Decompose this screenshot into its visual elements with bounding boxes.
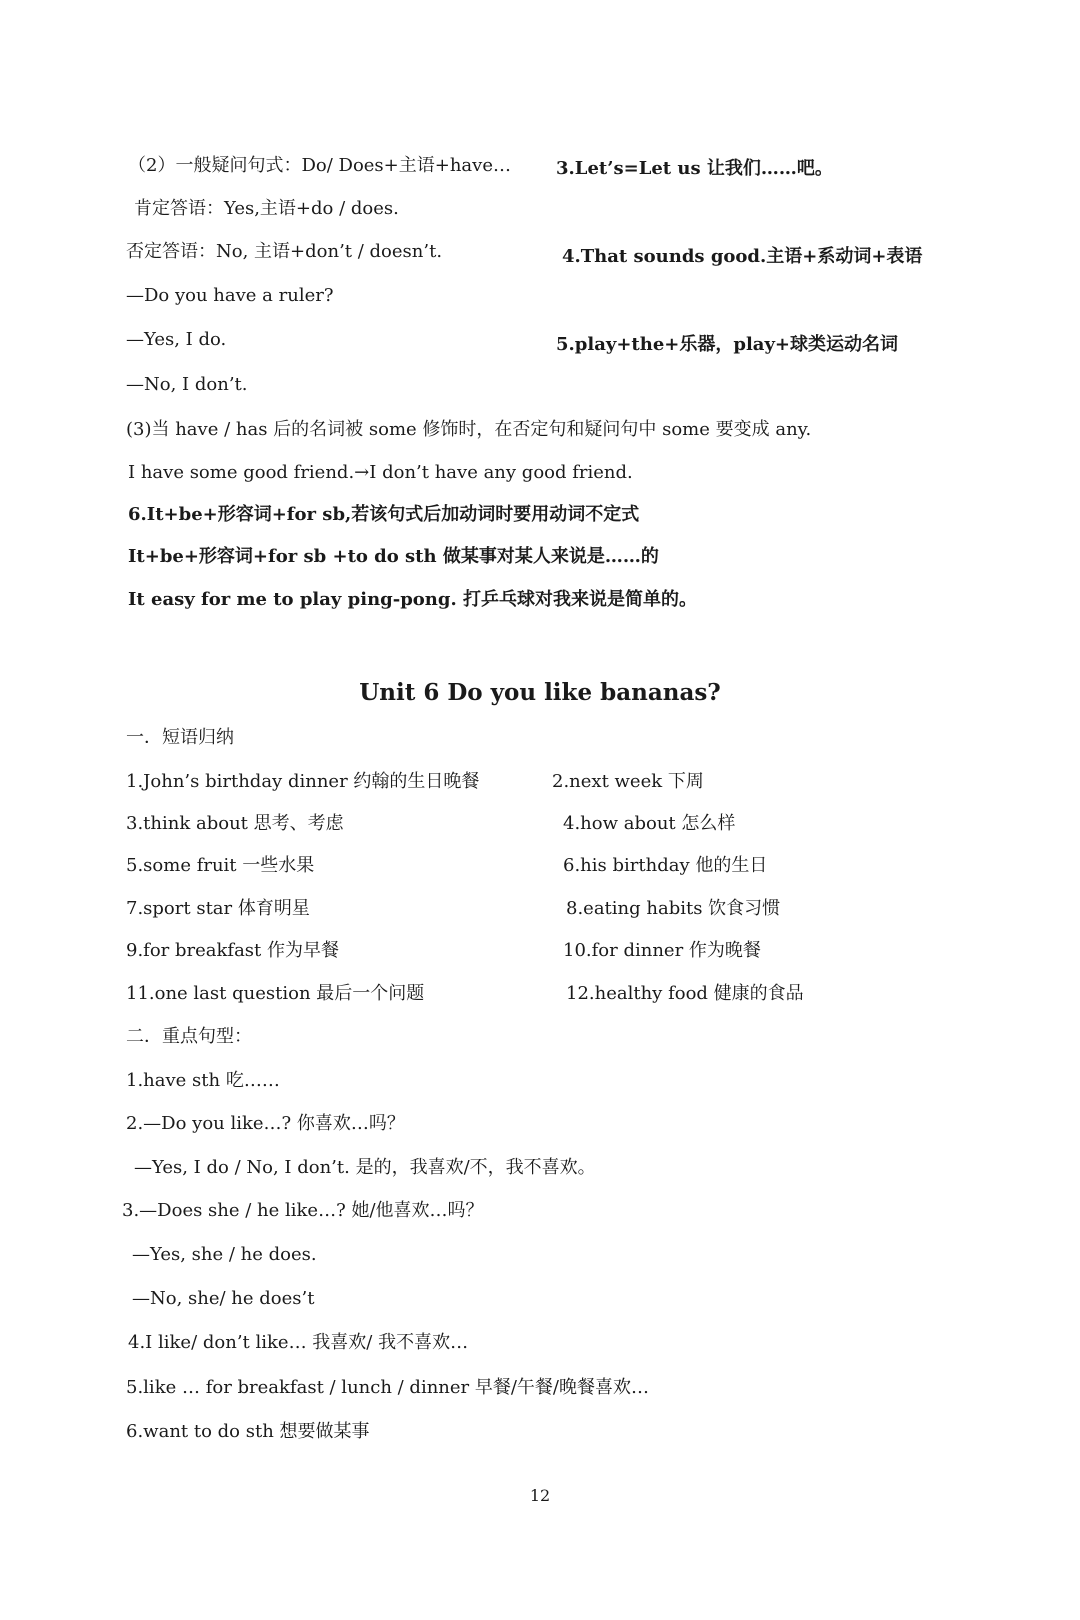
- sentence-item: 3.—Does she / he like…? 她/他喜欢…吗？: [122, 1200, 484, 1221]
- affirmative-answer-line: 肯定答语：Yes,主语+do / does.: [134, 198, 399, 219]
- sounds-good-note-line: 4.That sounds good.主语+系动词+表语: [562, 246, 923, 267]
- sentence-item: 2.—Do you like…? 你喜欢…吗？: [126, 1113, 405, 1134]
- phrase-item: 8.eating habits 饮食习惯: [566, 898, 781, 919]
- phrase-item: 5.some fruit 一些水果: [126, 855, 315, 876]
- it-be-adj-pattern-line: It+be+形容词+for sb +to do sth 做某事对某人来说是……的: [128, 546, 659, 567]
- unit-title: Unit 6 Do you like bananas?: [359, 679, 721, 706]
- sentence-item: —Yes, she / he does.: [132, 1244, 317, 1265]
- phrase-item: 1.John’s birthday dinner 约翰的生日晚餐: [126, 771, 480, 792]
- phrases-heading: 一．短语归纳: [126, 727, 234, 748]
- phrase-item: 3.think about 思考、考虑: [126, 813, 344, 834]
- sentences-heading: 二．重点句型：: [126, 1026, 252, 1047]
- some-any-rule-line: (3)当 have / has 后的名词被 some 修饰时，在否定句和疑问句中 some 要变成 any.: [126, 419, 812, 440]
- question-form-line: （2）一般疑问句式：Do/ Does+主语+have…: [128, 155, 511, 176]
- phrase-item: 7.sport star 体育明星: [126, 898, 310, 919]
- sentence-item: 5.like … for breakfast / lunch / dinner 早餐/午餐/晚餐喜欢…: [126, 1377, 650, 1398]
- sentence-item: 1.have sth 吃……: [126, 1070, 280, 1091]
- phrase-item: 12.healthy food 健康的食品: [566, 983, 804, 1004]
- sentence-item: 6.want to do sth 想要做某事: [126, 1421, 370, 1442]
- sentence-item: —Yes, I do / No, I don’t. 是的，我喜欢/不，我不喜欢。: [134, 1157, 596, 1178]
- it-be-adj-rule-line: 6.It+be+形容词+for sb,若该句式后加动词时要用动词不定式: [128, 504, 640, 525]
- example-yes-line: —Yes, I do.: [126, 329, 227, 350]
- example-no-line: —No, I don’t.: [126, 374, 248, 395]
- phrase-item: 11.one last question 最后一个问题: [126, 983, 425, 1004]
- some-any-example-line: I have some good friend.→I don’t have any good friend.: [128, 462, 633, 483]
- phrase-item: 10.for dinner 作为晚餐: [563, 940, 761, 961]
- lets-note-line: 3.Let’s=Let us 让我们……吧。: [556, 158, 833, 179]
- phrase-item: 2.next week 下周: [552, 771, 704, 792]
- sentence-item: 4.I like/ don’t like… 我喜欢/ 我不喜欢…: [128, 1332, 469, 1353]
- example-question-line: —Do you have a ruler?: [126, 285, 334, 306]
- phrase-item: 4.how about 怎么样: [563, 813, 736, 834]
- sentence-item: —No, she/ he does’t: [132, 1288, 315, 1309]
- phrase-item: 6.his birthday 他的生日: [563, 855, 768, 876]
- phrase-item: 9.for breakfast 作为早餐: [126, 940, 340, 961]
- play-note-line: 5.play+the+乐器，play+球类运动名词: [556, 334, 898, 355]
- it-easy-example-line: It easy for me to play ping-pong. 打乒乓球对我来说是简单的。: [128, 589, 698, 610]
- page-number: 12: [529, 1486, 551, 1505]
- negative-answer-line: 否定答语：No, 主语+don’t / doesn’t.: [126, 241, 443, 262]
